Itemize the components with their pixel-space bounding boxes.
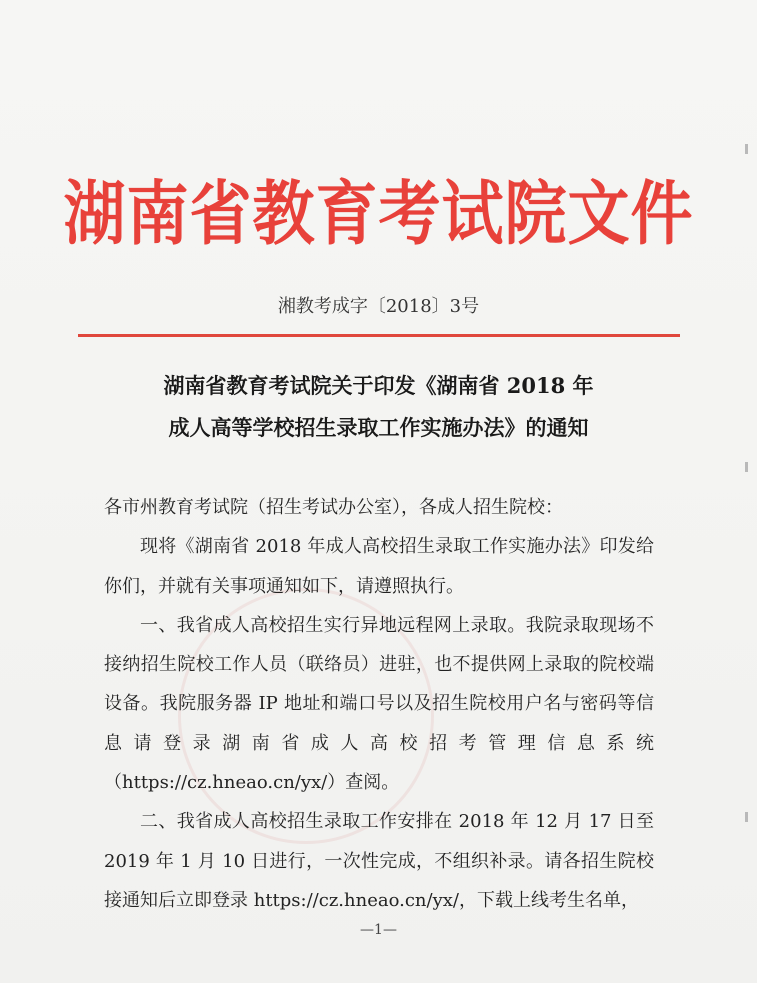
header-divider [78,334,680,337]
document-header-title: 湖南省教育考试院文件 [63,172,694,255]
item-two-paragraph: 二、我省成人高校招生录取工作安排在 2018 年 12 月 17 日至 2019 年 1 月 10 日进行，一次性完成，不组织补录。请各招生院校接通知后立即登录 https://cz.hneao.cn/yx/，下载上线考生名单， [104,811,654,911]
scan-edge-mark [745,812,748,822]
notice-title-line-1: 湖南省教育考试院关于印发《湖南省 2018 年 [163,373,594,398]
document-body [104,488,654,920]
salutation: 各市州教育考试院（招生考试办公室），各成人招生院校： [104,497,563,518]
page-number: —1— [360,922,397,938]
intro-paragraph: 现将《湖南省 2018 年成人高校招生录取工作实施办法》印发给你们，并就有关事项通知如下，请遵照执行。 [104,536,654,597]
notice-title-line-2: 成人高等学校招生录取工作实施办法》的通知 [168,415,589,440]
item-one-paragraph: 一、我省成人高校招生实行异地远程网上录取。我院录取现场不接纳招生院校工作人员（联络员）进驻，也不提供网上录取的院校端设备。我院服务器 IP 地址和端口号以及招生院校用户名与密码等信息请登录湖南省成人高校招考管理信息系统（https://cz.hneao.cn/yx/）查阅。 [104,614,654,794]
scan-edge-mark [745,144,748,154]
scan-edge-mark [745,462,748,472]
notice-title [0,365,757,449]
document-number: 湘教考成字〔2018〕3号 [277,296,480,317]
